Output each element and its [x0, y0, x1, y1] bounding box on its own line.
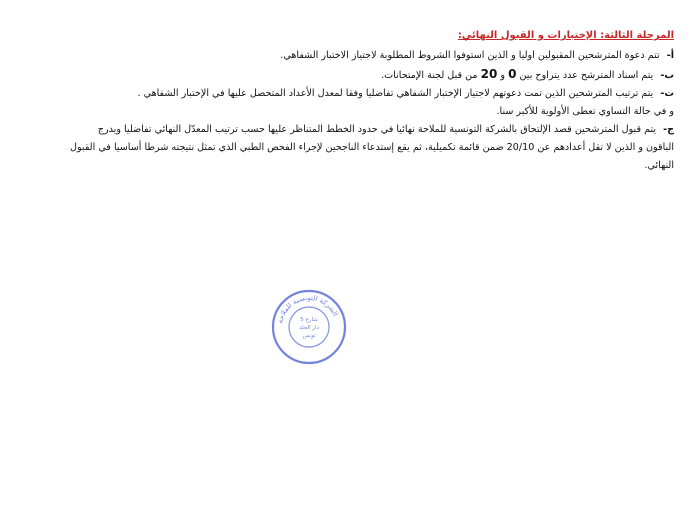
item-b-marker: ب- [660, 70, 674, 81]
document-body [70, 27, 674, 175]
item-c-note-text: و في حالة التساوي تعطى الأولوية للأكبر سنا. [496, 106, 674, 117]
item-d [70, 121, 674, 175]
item-a-marker: أ- [666, 50, 674, 61]
stamp-center-line-2: دار الجلد [299, 325, 319, 331]
stamp-center-line-3: تونس [302, 333, 316, 339]
item-d-text: يتم قبول المترشحين قصد الإلتحاق بالشركة التونسية للملاحة نهائيا في حدود الخطط المتناظر عليها حسب ترتيب المعدّل النهائي تفاضليا ويدرج الباقون و الذين لا تقل أعدادهم عن 20/10 ضمن قائمة تكميلية، ثم يقع إستدعاء الناجحين لإجراء الفحص الطبي الذي تمثل نتيجته شرطا أساسيا في القبول النهائي. [70, 124, 674, 171]
item-b [70, 65, 674, 85]
item-a-text: تتم دعوة المترشحين المقبولين اوليا و الذين استوفوا الشروط المطلوبة لاجتياز الاختبار الشفاهي. [280, 50, 660, 61]
item-b-connector: و [500, 70, 506, 81]
item-c-marker: ت- [660, 88, 674, 99]
item-c-text: يتم ترتيب المترشحين الذين تمت دعوتهم لاجتياز الإختبار الشفاهي تفاضليا وفقا لمعدل الأعداد المتحصل عليها في الإختبار الشفاهي . [137, 88, 654, 99]
item-b-text-start: يتم اسناد المترشح عدد يتراوح بين [519, 70, 654, 81]
stamp-center-line-1: 5 شارع [300, 317, 318, 323]
item-c-note [70, 103, 674, 121]
official-stamp [270, 288, 348, 366]
item-c [70, 85, 674, 103]
section-heading: المرحلة الثالثة: الإختبارات و القبول النهائي: [457, 30, 674, 41]
stamp-ring-textpath: الشركة التونسية للملاحة [276, 293, 340, 325]
item-b-num-low: 0 [508, 67, 517, 81]
item-b-num-high: 20 [480, 67, 498, 81]
item-a [70, 47, 674, 65]
item-b-text-end: من قبل لجنة الإمتحانات. [381, 70, 478, 81]
item-d-marker: ج- [663, 124, 674, 135]
